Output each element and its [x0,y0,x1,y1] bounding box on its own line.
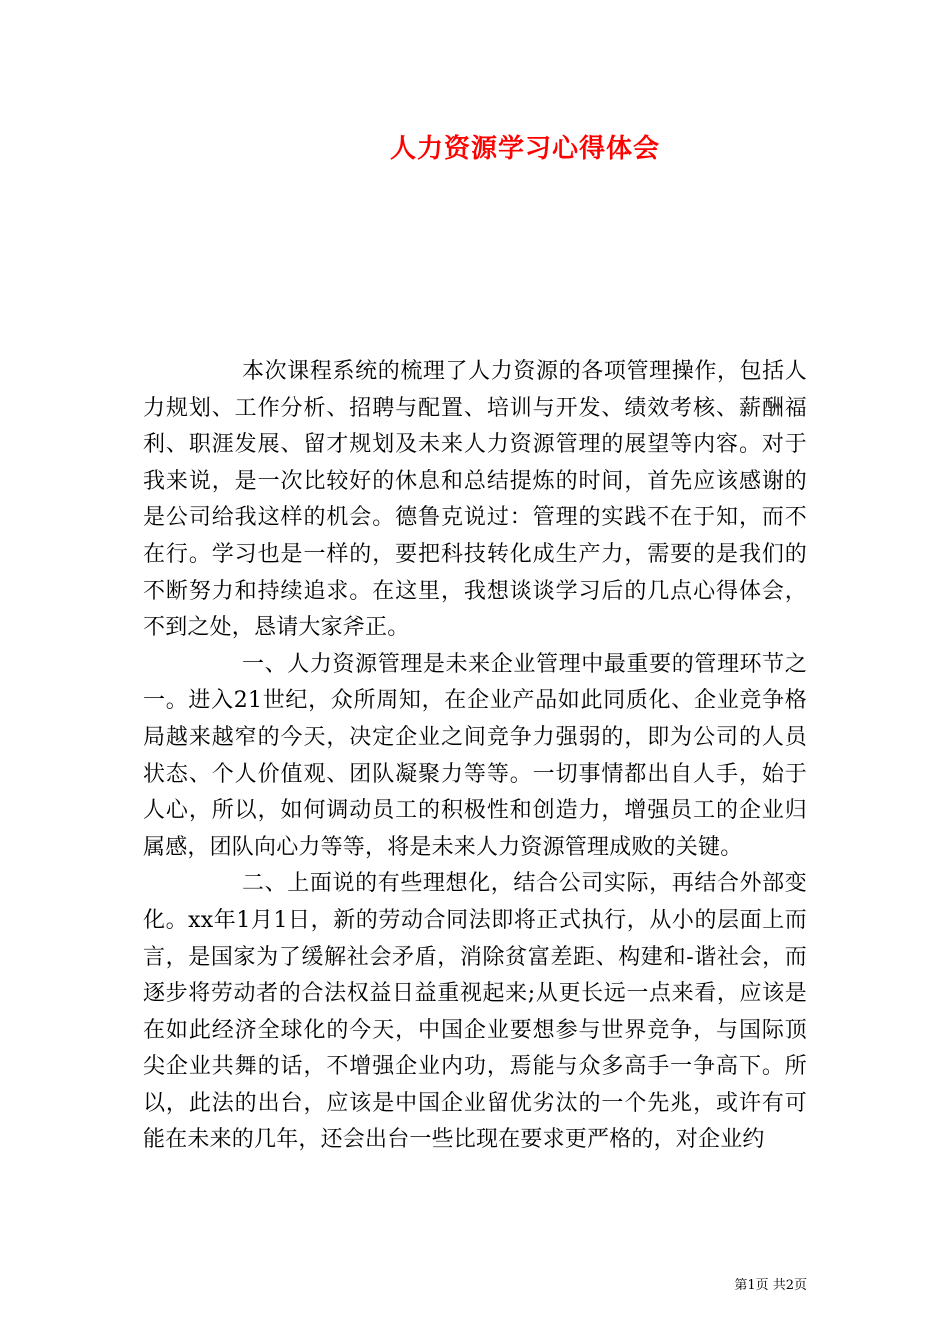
document-title: 人力资源学习心得体会 [389,134,660,164]
paragraph-intro: 本次课程系统的梳理了人力资源的各项管理操作，包括人力规划、工作分析、招聘与配置、培训与开发、绩效考核、薪酬福利、职涯发展、留才规划及未来人力资源管理的展望等内容。对于我来说，是一次比较好的休息和总结提炼的时间，首先应该感谢的是公司给我这样的机会。德鲁克说过：管理的实践不在于知，而不在行。学习也是一样的，要把科技转化成生产力，需要的是我们的不断努力和持续追求。在这里，我想谈谈学习后的几点心得体会，不到之处，恳请大家斧正。 [143,359,807,641]
page-number: 第1页 共2页 [734,1278,807,1293]
paragraph-point-one: 一、人力资源管理是未来企业管理中最重要的管理环节之一。进入21世纪，众所周知，在企业产品如此同质化、企业竞争格局越来越窄的今天，决定企业之间竞争力强弱的，即为公司的人员状态、个人价值观、团队凝聚力等等。一切事情都出自人手，始于人心，所以，如何调动员工的积极性和创造力，增强员工的企业归属感，团队向心力等等，将是未来人力资源管理成败的关键。 [143,651,807,860]
document-body [143,354,807,1159]
paragraph-point-two: 二、上面说的有些理想化，结合公司实际，再结合外部变化。xx年1月1日，新的劳动合同法即将正式执行，从小的层面上而言，是国家为了缓解社会矛盾，消除贫富差距、构建和-谐社会，而逐步将劳动者的合法权益日益重视起来;从更长远一点来看，应该是在如此经济全球化的今天，中国企业要想参与世界竞争，与国际顶尖企业共舞的话，不增强企业内功，焉能与众多高手一争高下。所以，此法的出台，应该是中国企业留优劣汰的一个先兆，或许有可能在未来的几年，还会出台一些比现在要求更严格的，对企业约 [143,871,807,1153]
